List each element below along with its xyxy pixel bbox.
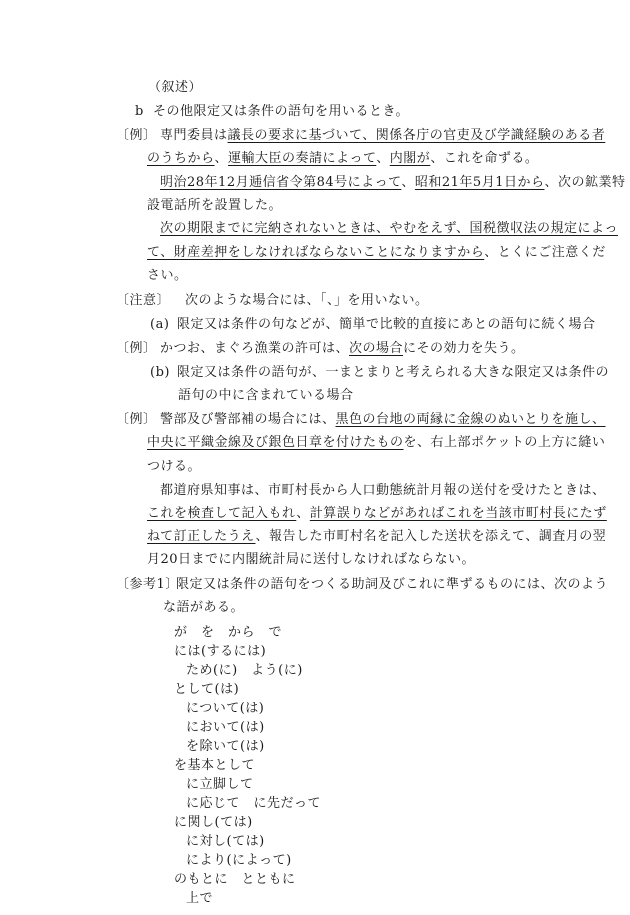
- section-heading: （叙述）: [148, 80, 203, 95]
- example-tag: 〔例〕: [116, 341, 157, 356]
- reference-text: な語がある。: [163, 600, 245, 615]
- example-text: にその効力を失う。: [403, 341, 525, 356]
- item-b-mark: b: [135, 104, 144, 119]
- note-a-text: 限定又は条件の句などが、簡単で比較的直接にあとの語句に続く場合: [177, 317, 596, 332]
- example-line: さい。: [147, 268, 188, 283]
- example-text: 警部及び警部補の場合には、: [160, 412, 336, 427]
- word-list-item: が を から で: [174, 625, 283, 640]
- word-list-item: について(は): [186, 701, 265, 716]
- example-line: 設電話所を設置した。: [147, 198, 283, 213]
- example-text: 、これを命ずる。: [430, 151, 539, 166]
- underlined-phrase: 黒色の台地の両縁に金線のぬいとりを施し、: [335, 412, 606, 427]
- word-list-item: に関し(ては): [174, 815, 253, 830]
- example-line: [147, 244, 606, 262]
- underlined-phrase: これを検査して記入もれ: [147, 506, 297, 521]
- comma: 、: [376, 151, 390, 166]
- note-b-text: 限定又は条件の語句が、一まとまりと考えられる大きな限定又は条件の: [177, 365, 610, 380]
- underlined-phrase: 次の期限までに完納されないときは、やむをえず、国税徴収法の規定によっ: [160, 221, 618, 236]
- word-list-item: を基本として: [174, 758, 256, 773]
- underlined-phrase: 計算誤りなどがあればこれを当該市町村長にたず: [309, 506, 607, 521]
- underlined-phrase: 昭和21年5月1日から: [414, 175, 545, 190]
- example-text: を、右上部ポケットの上方に縫い: [403, 435, 606, 450]
- word-list-item: に対し(ては): [186, 834, 265, 849]
- comma: 、: [296, 506, 310, 521]
- example-tag: 〔例〕: [116, 412, 157, 427]
- reference-text: 限定又は条件の語句をつくる助詞及びこれに準ずるものには、次のよう: [176, 577, 609, 592]
- underlined-phrase: 中央に平織金線及び銀色日章を付けたもの: [147, 435, 404, 450]
- example-text: 、次の鉱業特: [544, 175, 626, 190]
- example-line: [160, 220, 618, 238]
- underlined-phrase: 内閣が: [389, 151, 431, 166]
- note-a-mark: (a): [150, 317, 170, 332]
- example-text: 専門委員は: [160, 128, 228, 143]
- example-text: 、報告した市町村名を記入した送状を添えて、調査月の翌: [255, 529, 607, 544]
- note-b-mark: (b): [150, 365, 170, 380]
- example-line: [147, 505, 607, 523]
- word-list-item: 上で: [186, 891, 214, 906]
- example-line: [147, 434, 605, 452]
- comma: 、: [401, 175, 415, 190]
- reference-tag: 〔参考1〕: [116, 577, 179, 592]
- underlined-phrase: て、財産差押をしなければならないことになりますから: [147, 245, 485, 260]
- underlined-phrase: のうちから: [147, 151, 215, 166]
- word-list-item: には(するには): [174, 644, 267, 659]
- comma: 、: [214, 151, 229, 166]
- note-tag: 〔注意〕: [116, 293, 171, 308]
- word-list-item: ため(に) よう(に): [186, 663, 303, 678]
- example-line: 都道府県知事は、市町村長から人口動態統計月報の送付を受けたときは、: [160, 483, 606, 498]
- word-list-item: を除いて(は): [186, 739, 265, 754]
- underlined-phrase: 次の場合: [349, 341, 404, 356]
- word-list-item: において(は): [186, 720, 265, 735]
- example-line: [160, 411, 606, 429]
- example-line: [160, 127, 605, 145]
- example-line: 月20日までに内閣統計局に送付しなければならない。: [147, 552, 476, 567]
- word-list-item: に立脚して: [186, 777, 254, 792]
- example-line: [160, 340, 525, 358]
- word-list-item: に応じて に先だって: [186, 796, 322, 811]
- word-list-item: として(は): [174, 682, 240, 697]
- underlined-phrase: 明治28年12月逓信省令第84号によって: [160, 175, 402, 190]
- example-text: かつお、まぐろ漁業の許可は、: [160, 341, 350, 356]
- underlined-phrase: 運輸大臣の奏請によって: [228, 151, 377, 166]
- example-line: [160, 174, 626, 192]
- item-b-text: その他限定又は条件の語句を用いるとき。: [153, 104, 409, 119]
- word-list-item: のもとに とともに: [174, 872, 296, 887]
- word-list-item: により(によって): [186, 853, 292, 868]
- example-text: 、とくにご注意くだ: [484, 245, 606, 260]
- example-line: [147, 150, 538, 168]
- example-line: つける。: [147, 459, 202, 474]
- example-line: [147, 528, 606, 546]
- example-tag: 〔例〕: [116, 128, 157, 143]
- note-text: 次のような場合には、「、」を用いない。: [185, 293, 429, 308]
- underlined-phrase: ねて訂正したうえ: [147, 529, 256, 544]
- note-b-text: 語句の中に含まれている場合: [178, 388, 354, 403]
- underlined-phrase: 議長の要求に基づいて、関係各庁の官吏及び学識経験のある者: [227, 128, 606, 143]
